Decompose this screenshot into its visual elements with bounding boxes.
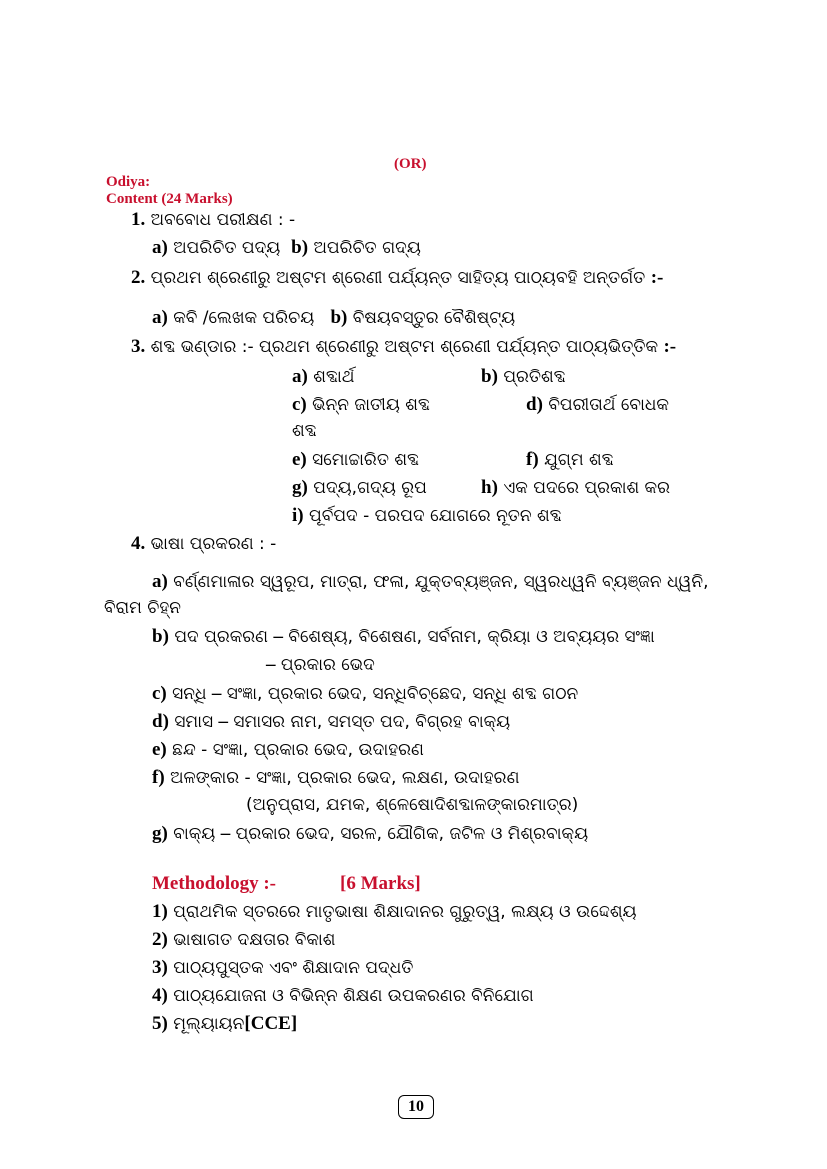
item-label: g) [292, 477, 308, 498]
section-4-title: ଭାଷା ପ୍ରକରଣ : - [150, 534, 277, 554]
vocab-item-g [292, 477, 427, 499]
item-label: i) [292, 505, 304, 526]
methodology-item [152, 985, 534, 1007]
item-text: ସମାସର ନାମ, ସମସ୍ତ ପଦ, ବିଗ୍ରହ ବାକ୍ୟ [233, 712, 511, 732]
vocab-item-f [526, 449, 614, 471]
item-label: d) [526, 394, 543, 415]
vocab-item-b [481, 366, 566, 388]
section-2-number: 2. [131, 267, 146, 288]
item-text: ଭିନ୍ନ ଜାତୀୟ ଶବ୍ଦ [312, 395, 430, 415]
section-2-heading [131, 267, 663, 289]
grammar-item-e [152, 739, 424, 761]
item-text: ଅପରିଚିତ ଗଦ୍ୟ [313, 238, 421, 258]
item-label: g) [152, 823, 168, 844]
section-2-suffix: :- [650, 267, 664, 288]
dash: – [273, 626, 283, 647]
section-2-items [152, 307, 515, 329]
item-text: ମୂଲ୍ୟାୟନ [173, 1014, 245, 1034]
vocab-item-e [292, 449, 419, 471]
item-text: ପଦ୍ୟ,ଗଦ୍ୟ ରୂପ [313, 478, 427, 498]
item-suffix: [CCE] [244, 1013, 298, 1034]
methodology-title: Methodology :- [152, 873, 277, 894]
vocab-item-h [481, 477, 670, 499]
item-text: ପ୍ରକାର ଭେଦ, ସରଳ, ଯୌଗିକ, ଜଟିଳ ଓ ମିଶ୍ରବାକ୍ୟ [235, 824, 589, 844]
section-4-number: 4. [131, 533, 146, 554]
section-2-title: ପ୍ରଥମ ଶ୍ରେଣୀରୁ ଅଷ୍ଟମ ଶ୍ରେଣୀ ପର୍ଯ୍ୟନ୍ତ ସାହିତ୍ୟ ପାଠ୍ୟବହି ଅନ୍ତର୍ଗତ [150, 268, 646, 288]
item-number: 5) [152, 1013, 168, 1034]
item-text: ପ୍ରତିଶବ୍ଦ [503, 367, 566, 387]
item-text: ବାକ୍ୟ [173, 824, 216, 844]
item-text: ବିଷୟବସ୍ତୁର ବୈଶିଷ୍ଟ୍ୟ [352, 308, 516, 328]
item-number: 2) [152, 929, 168, 950]
item-text: ସମୋଚ୍ଚାରିତ ଶବ୍ଦ [312, 450, 420, 470]
item-text: ଅପରିଚିତ ପଦ୍ୟ [173, 238, 281, 258]
dash: – [220, 823, 231, 844]
item-label: a) [152, 237, 168, 258]
item-number: 4) [152, 985, 168, 1006]
item-label: h) [481, 477, 498, 498]
section-3-number: 3. [131, 336, 146, 357]
section-3-title: ଶବ୍ଦ ଭଣ୍ଡାର :- ପ୍ରଥମ ଶ୍ରେଣୀରୁ ଅଷ୍ଟମ ଶ୍ରେଣୀ ପର୍ଯ୍ୟନ୍ତ ପାଠ୍ୟଭିତ୍ତିକ [150, 337, 659, 357]
grammar-item-d [152, 711, 510, 733]
vocab-item-a [292, 366, 355, 388]
item-number: 3) [152, 957, 168, 978]
item-label: c) [292, 394, 307, 415]
section-4-heading [131, 533, 276, 555]
item-label: a) [152, 307, 168, 328]
content-marks-label: Content (24 Marks) [106, 191, 233, 207]
item-text: ଅଳଙ୍କାର - ସଂଜ୍ଞା, ପ୍ରକାର ଭେଦ, ଲକ୍ଷଣ, ଉଦାହରଣ [170, 768, 520, 788]
section-1-heading [131, 209, 295, 231]
item-label: d) [152, 711, 169, 732]
item-label: b) [291, 237, 309, 258]
item-text: ପ୍ରକାର ଭେଦ [280, 655, 375, 675]
section-3-suffix: :- [663, 336, 677, 357]
item-label: c) [152, 683, 167, 704]
item-text: ବର୍ଣ୍ଣମାଳାର ସ୍ୱରୂପ, ମାତ୍ରା, ଫଳା, ଯୁକ୍ତବ୍ୟଞ୍ଜନ, ସ୍ୱରଧ୍ୱନି ବ୍ୟଞ୍ଜନ ଧ୍ୱନି, [173, 572, 709, 592]
item-text: ଭାଷାଗତ ଦକ୍ଷତାର ବିକାଶ [173, 930, 336, 950]
item-label: f) [152, 767, 165, 788]
section-1-number: 1. [131, 209, 146, 230]
item-text: ଯୁଗ୍ମ ଶବ୍ଦ [544, 450, 614, 470]
item-text: ବିପରୀତାର୍ଥ ବୋଧକ [548, 395, 669, 415]
methodology-item [152, 901, 637, 923]
item-text: ଶବ୍ଦାର୍ଥ [313, 367, 355, 387]
dash: – [211, 683, 222, 704]
item-text: ପାଠ୍ୟଯୋଜନା ଓ ବିଭିନ୍ନ ଶିକ୍ଷଣ ଉପକରଣର ବିନିଯୋଗ [173, 986, 534, 1006]
subject-label: Odiya: [106, 174, 151, 190]
section-1-title: ଅବବୋଧ ପରୀକ୍ଷଣ : - [150, 210, 296, 230]
item-text: ପ୍ରାଥମିକ ସ୍ତରରେ ମାତୃଭାଷା ଶିକ୍ଷାଦାନର ଗୁରୁତ୍ୱ, ଲକ୍ଷ୍ୟ ଓ ଉଦ୍ଦେଶ୍ୟ [173, 902, 637, 922]
dash: – [218, 711, 228, 732]
methodology-item [152, 929, 335, 951]
item-label: e) [152, 739, 167, 760]
item-text: କବି /ଲେଖକ ପରିଚୟ [173, 308, 315, 328]
item-label: f) [526, 449, 539, 470]
methodology-marks: [6 Marks] [340, 873, 421, 894]
grammar-item-b [152, 626, 655, 648]
item-label: e) [292, 449, 307, 470]
grammar-item-f-continuation: (ଅନୁପ୍ରାସ, ଯମକ, ଶ୍ଳେଷୋଦିଶବ୍ଦାଳଙ୍କାରମାତ୍ର) [246, 795, 579, 815]
item-label: b) [152, 626, 169, 647]
item-label: b) [330, 307, 348, 328]
item-text: ପାଠ୍ୟପୁସ୍ତକ ଏବଂ ଶିକ୍ଷାଦାନ ପଦ୍ଧତି [173, 958, 414, 978]
item-label: b) [481, 366, 498, 387]
item-number: 1) [152, 901, 168, 922]
dash: – [266, 654, 276, 675]
methodology-item [152, 1013, 297, 1035]
item-label: a) [292, 366, 308, 387]
methodology-item [152, 957, 413, 979]
page-number: 10 [398, 1095, 434, 1119]
grammar-item-b-continuation [266, 654, 375, 676]
grammar-item-g [152, 823, 588, 845]
item-text: ସମାସ [174, 712, 214, 732]
item-text: ପୂର୍ବପଦ - ପରପଦ ଯୋଗରେ ନୂତନ ଶବ୍ଦ [309, 506, 562, 526]
grammar-item-c [152, 683, 578, 705]
item-text: ବିଶେଷ୍ୟ, ବିଶେଷଣ, ସର୍ବନାମ, କ୍ରିୟା ଓ ଅବ୍ୟୟର ସଂଜ୍ଞା [288, 627, 655, 647]
vocab-item-c [292, 394, 430, 416]
grammar-item-f [152, 767, 519, 789]
vocab-item-d-continuation: ଶବ୍ଦ [292, 421, 317, 441]
item-text: ଛନ୍ଦ - ସଂଜ୍ଞା, ପ୍ରକାର ଭେଦ, ଉଦାହରଣ [172, 740, 424, 760]
item-text: ସଂଜ୍ଞା, ପ୍ରକାର ଭେଦ, ସନ୍ଧିବିଚ୍ଛେଦ, ସନ୍ଧି ଶବ୍ଦ ଗଠନ [226, 684, 579, 704]
item-text: ଏକ ପଦରେ ପ୍ରକାଶ କର [503, 478, 670, 498]
item-text: ସନ୍ଧି [172, 684, 207, 704]
section-3-heading [131, 336, 676, 358]
or-heading: (OR) [394, 156, 427, 172]
grammar-item-a [152, 571, 709, 593]
section-1-items [152, 237, 421, 259]
item-text: ପଦ ପ୍ରକରଣ [174, 627, 269, 647]
grammar-item-a-continuation: ବିରାମ ଚିହ୍ନ [104, 598, 181, 618]
item-label: a) [152, 571, 168, 592]
vocab-item-i [292, 505, 562, 527]
vocab-item-d [526, 394, 669, 416]
